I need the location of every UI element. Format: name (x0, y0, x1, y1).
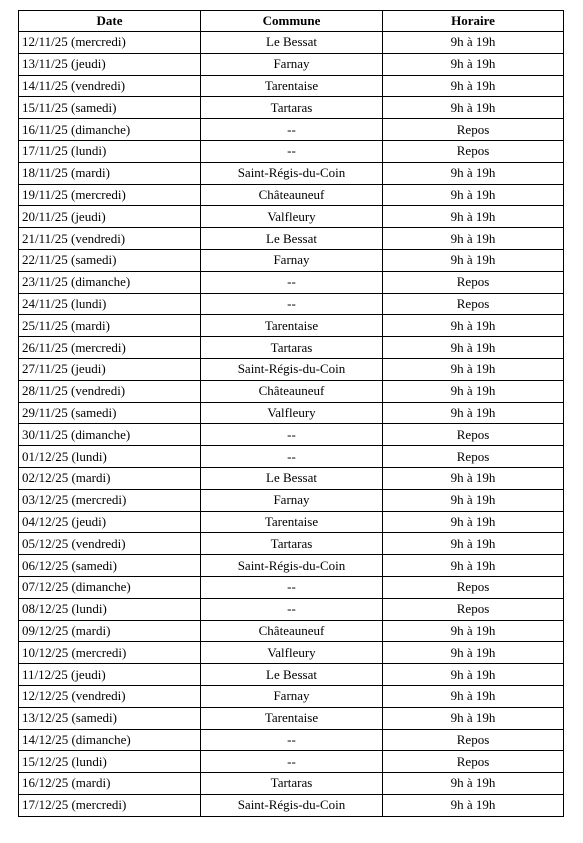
cell-date: 05/12/25 (vendredi) (19, 533, 201, 555)
cell-commune: Châteauneuf (201, 620, 383, 642)
cell-commune: Farnay (201, 249, 383, 271)
cell-date: 17/12/25 (mercredi) (19, 794, 201, 816)
cell-horaire: 9h à 19h (383, 402, 564, 424)
cell-date: 13/11/25 (jeudi) (19, 53, 201, 75)
cell-date: 12/11/25 (mercredi) (19, 32, 201, 54)
cell-date: 22/11/25 (samedi) (19, 249, 201, 271)
cell-date: 24/11/25 (lundi) (19, 293, 201, 315)
cell-date: 30/11/25 (dimanche) (19, 424, 201, 446)
table-row (19, 511, 564, 533)
cell-date: 18/11/25 (mardi) (19, 162, 201, 184)
table-row (19, 576, 564, 598)
cell-commune: Le Bessat (201, 664, 383, 686)
cell-commune: Tartaras (201, 533, 383, 555)
table-row (19, 402, 564, 424)
table-row (19, 337, 564, 359)
table-row (19, 380, 564, 402)
cell-commune: Saint-Régis-du-Coin (201, 555, 383, 577)
table-row (19, 75, 564, 97)
cell-date: 15/11/25 (samedi) (19, 97, 201, 119)
table-row (19, 664, 564, 686)
cell-horaire: Repos (383, 119, 564, 141)
cell-commune: -- (201, 729, 383, 751)
cell-date: 04/12/25 (jeudi) (19, 511, 201, 533)
table-row (19, 228, 564, 250)
cell-horaire: 9h à 19h (383, 184, 564, 206)
cell-date: 08/12/25 (lundi) (19, 598, 201, 620)
cell-date: 02/12/25 (mardi) (19, 467, 201, 489)
cell-horaire: 9h à 19h (383, 206, 564, 228)
table-row (19, 358, 564, 380)
table-row (19, 707, 564, 729)
cell-date: 29/11/25 (samedi) (19, 402, 201, 424)
table-row (19, 162, 564, 184)
cell-commune: Châteauneuf (201, 380, 383, 402)
cell-date: 20/11/25 (jeudi) (19, 206, 201, 228)
cell-horaire: 9h à 19h (383, 685, 564, 707)
cell-commune: -- (201, 598, 383, 620)
table-row (19, 271, 564, 293)
cell-date: 01/12/25 (lundi) (19, 446, 201, 468)
cell-commune: Valfleury (201, 206, 383, 228)
cell-date: 28/11/25 (vendredi) (19, 380, 201, 402)
cell-commune: -- (201, 271, 383, 293)
cell-horaire: 9h à 19h (383, 228, 564, 250)
table-row (19, 794, 564, 816)
cell-horaire: Repos (383, 446, 564, 468)
cell-date: 14/11/25 (vendredi) (19, 75, 201, 97)
table-row (19, 446, 564, 468)
cell-horaire: Repos (383, 293, 564, 315)
cell-commune: Tarentaise (201, 707, 383, 729)
cell-commune: Farnay (201, 489, 383, 511)
cell-commune: Saint-Régis-du-Coin (201, 162, 383, 184)
table-row (19, 751, 564, 773)
cell-horaire: 9h à 19h (383, 315, 564, 337)
table-header-row (19, 11, 564, 32)
cell-date: 11/12/25 (jeudi) (19, 664, 201, 686)
cell-horaire: Repos (383, 576, 564, 598)
cell-commune: -- (201, 751, 383, 773)
cell-date: 27/11/25 (jeudi) (19, 358, 201, 380)
cell-horaire: 9h à 19h (383, 555, 564, 577)
cell-commune: Tarentaise (201, 511, 383, 533)
cell-date: 21/11/25 (vendredi) (19, 228, 201, 250)
cell-horaire: Repos (383, 729, 564, 751)
table-row (19, 206, 564, 228)
table-row (19, 119, 564, 141)
table-row (19, 315, 564, 337)
cell-commune: Tartaras (201, 337, 383, 359)
table-row (19, 140, 564, 162)
table-row (19, 555, 564, 577)
header-commune: Commune (201, 11, 383, 32)
table-row (19, 184, 564, 206)
table-row (19, 729, 564, 751)
cell-date: 17/11/25 (lundi) (19, 140, 201, 162)
cell-date: 26/11/25 (mercredi) (19, 337, 201, 359)
cell-date: 23/11/25 (dimanche) (19, 271, 201, 293)
cell-horaire: Repos (383, 424, 564, 446)
cell-date: 10/12/25 (mercredi) (19, 642, 201, 664)
table-row (19, 620, 564, 642)
cell-commune: -- (201, 576, 383, 598)
table-row (19, 424, 564, 446)
table-row (19, 467, 564, 489)
cell-commune: -- (201, 424, 383, 446)
cell-date: 15/12/25 (lundi) (19, 751, 201, 773)
cell-horaire: 9h à 19h (383, 380, 564, 402)
cell-commune: Le Bessat (201, 32, 383, 54)
cell-commune: -- (201, 140, 383, 162)
cell-commune: Farnay (201, 685, 383, 707)
cell-date: 16/11/25 (dimanche) (19, 119, 201, 141)
cell-commune: -- (201, 119, 383, 141)
cell-horaire: 9h à 19h (383, 32, 564, 54)
cell-commune: -- (201, 293, 383, 315)
cell-horaire: 9h à 19h (383, 75, 564, 97)
cell-horaire: 9h à 19h (383, 511, 564, 533)
cell-commune: Saint-Régis-du-Coin (201, 358, 383, 380)
table-row (19, 773, 564, 795)
table-row (19, 642, 564, 664)
cell-horaire: Repos (383, 140, 564, 162)
cell-horaire: 9h à 19h (383, 249, 564, 271)
table-row (19, 489, 564, 511)
cell-commune: -- (201, 446, 383, 468)
table-row (19, 533, 564, 555)
cell-horaire: 9h à 19h (383, 489, 564, 511)
cell-commune: Valfleury (201, 642, 383, 664)
cell-commune: Tarentaise (201, 315, 383, 337)
cell-commune: Saint-Régis-du-Coin (201, 794, 383, 816)
schedule-table (18, 10, 564, 817)
cell-date: 13/12/25 (samedi) (19, 707, 201, 729)
cell-horaire: 9h à 19h (383, 664, 564, 686)
cell-commune: Le Bessat (201, 228, 383, 250)
cell-commune: Tartaras (201, 773, 383, 795)
cell-date: 03/12/25 (mercredi) (19, 489, 201, 511)
cell-commune: Tarentaise (201, 75, 383, 97)
table-row (19, 293, 564, 315)
table-row (19, 97, 564, 119)
header-horaire: Horaire (383, 11, 564, 32)
cell-horaire: 9h à 19h (383, 620, 564, 642)
cell-date: 19/11/25 (mercredi) (19, 184, 201, 206)
cell-commune: Farnay (201, 53, 383, 75)
cell-horaire: 9h à 19h (383, 773, 564, 795)
cell-horaire: 9h à 19h (383, 358, 564, 380)
table-body (19, 32, 564, 817)
cell-date: 14/12/25 (dimanche) (19, 729, 201, 751)
cell-commune: Châteauneuf (201, 184, 383, 206)
cell-date: 09/12/25 (mardi) (19, 620, 201, 642)
cell-horaire: 9h à 19h (383, 467, 564, 489)
cell-horaire: 9h à 19h (383, 162, 564, 184)
cell-horaire: 9h à 19h (383, 53, 564, 75)
cell-commune: Tartaras (201, 97, 383, 119)
cell-commune: Le Bessat (201, 467, 383, 489)
cell-horaire: Repos (383, 598, 564, 620)
table-row (19, 53, 564, 75)
cell-horaire: 9h à 19h (383, 794, 564, 816)
cell-horaire: 9h à 19h (383, 642, 564, 664)
cell-horaire: 9h à 19h (383, 707, 564, 729)
cell-horaire: 9h à 19h (383, 533, 564, 555)
table-row (19, 249, 564, 271)
cell-horaire: Repos (383, 271, 564, 293)
cell-date: 07/12/25 (dimanche) (19, 576, 201, 598)
cell-commune: Valfleury (201, 402, 383, 424)
cell-date: 16/12/25 (mardi) (19, 773, 201, 795)
cell-date: 25/11/25 (mardi) (19, 315, 201, 337)
cell-horaire: 9h à 19h (383, 337, 564, 359)
table-row (19, 32, 564, 54)
cell-horaire: 9h à 19h (383, 97, 564, 119)
table-row (19, 685, 564, 707)
cell-date: 12/12/25 (vendredi) (19, 685, 201, 707)
table-row (19, 598, 564, 620)
cell-date: 06/12/25 (samedi) (19, 555, 201, 577)
header-date: Date (19, 11, 201, 32)
cell-horaire: Repos (383, 751, 564, 773)
